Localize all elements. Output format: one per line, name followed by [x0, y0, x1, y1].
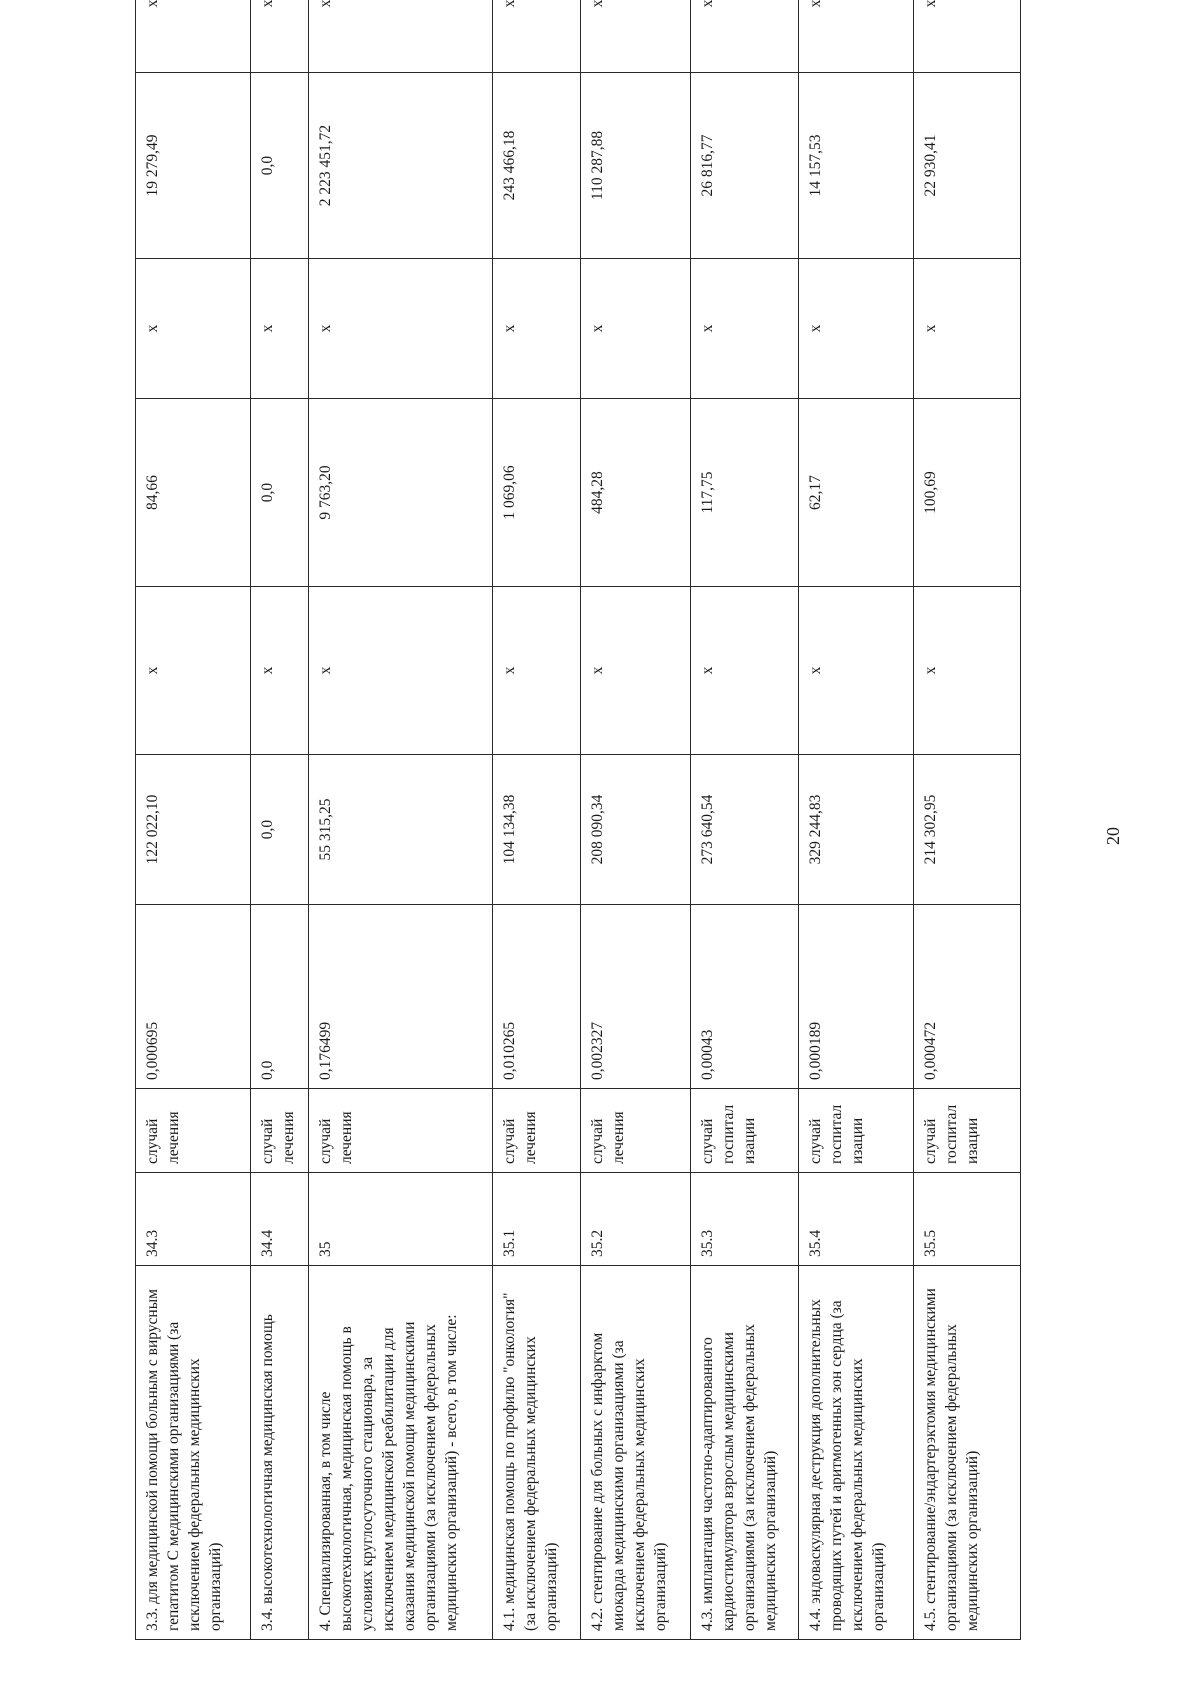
table-row	[914, 0, 1021, 1640]
row-number: 35.4	[799, 1173, 914, 1266]
row-per-capita: 9 763,20	[309, 399, 493, 587]
row-cost: 329 244,83	[799, 755, 914, 905]
row-name: 4.3. имплантация частотно-адаптированного кардиостимулятора взрослым медицинскими организациями (за исключением федеральных медицинских организаций)	[691, 1266, 799, 1640]
row-unit: случай лечения	[309, 1089, 493, 1173]
row-x-mark: х	[691, 0, 799, 73]
row-x-mark: х	[581, 259, 691, 399]
row-unit: случай госпитализации	[914, 1089, 1021, 1173]
row-unit: случай лечения	[581, 1089, 691, 1173]
row-volume: 0,000472	[914, 905, 1021, 1089]
row-volume: 0,002327	[581, 905, 691, 1089]
row-name: 4.1. медицинская помощь по профилю "онкология" (за исключением федеральных медицинских организаций)	[493, 1266, 581, 1640]
row-number: 35	[309, 1173, 493, 1266]
row-name: 4.2. стентирование для больных с инфарктом миокарда медицинскими организациями (за исключением федеральных медицинских организаций)	[581, 1266, 691, 1640]
row-x-mark: х	[493, 259, 581, 399]
row-volume: 0,00043	[691, 905, 799, 1089]
row-unit: случай лечения	[251, 1089, 309, 1173]
row-name: 3.3. для медицинской помощи больным с вирусным гепатитом С медицинскими организациями (за исключением федеральных медицинских организаций)	[136, 1266, 251, 1640]
table-body	[136, 0, 1021, 1640]
row-x-mark: х	[914, 0, 1021, 73]
row-number: 35.1	[493, 1173, 581, 1266]
row-x-mark: х	[493, 0, 581, 73]
rotated-table-sheet	[135, 0, 1020, 1640]
row-total: 0,0	[251, 73, 309, 259]
row-name: 4.5. стентирование/эндартерэктомия медицинскими организациями (за исключением федеральных медицинских организаций)	[914, 1266, 1021, 1640]
row-number: 35.5	[914, 1173, 1021, 1266]
row-x-mark: х	[251, 259, 309, 399]
row-x-mark: х	[581, 587, 691, 755]
row-x-mark: х	[136, 259, 251, 399]
row-name: 3.4. высокотехнологичная медицинская помощь	[251, 1266, 309, 1640]
row-per-capita: 484,28	[581, 399, 691, 587]
row-volume: 0,010265	[493, 905, 581, 1089]
row-volume: 0,000695	[136, 905, 251, 1089]
table-row	[581, 0, 691, 1640]
row-x-mark: х	[799, 259, 914, 399]
row-x-mark: х	[309, 0, 493, 73]
row-unit: случай госпитализации	[691, 1089, 799, 1173]
row-per-capita: 117,75	[691, 399, 799, 587]
row-cost: 208 090,34	[581, 755, 691, 905]
row-x-mark: х	[309, 587, 493, 755]
row-cost: 55 315,25	[309, 755, 493, 905]
row-total: 14 157,53	[799, 73, 914, 259]
row-name: 4. Специализированная, в том числе высокотехнологичная, медицинская помощь в условиях круглосуточного стационара, за исключением медицинской реабилитации для оказания медицинской помощи медицинскими организациями (за исключением федеральных медицинских организаций) - всего, в том числе:	[309, 1266, 493, 1640]
row-cost: 214 302,95	[914, 755, 1021, 905]
row-x-mark: х	[799, 0, 914, 73]
row-per-capita: 0,0	[251, 399, 309, 587]
row-x-mark: х	[251, 587, 309, 755]
row-volume: 0,176499	[309, 905, 493, 1089]
row-x-mark: х	[914, 587, 1021, 755]
row-per-capita: 84,66	[136, 399, 251, 587]
row-unit: случай лечения	[136, 1089, 251, 1173]
row-x-mark: х	[691, 259, 799, 399]
table-row	[493, 0, 581, 1640]
financing-table	[135, 0, 1021, 1640]
row-per-capita: 62,17	[799, 399, 914, 587]
row-volume: 0,0	[251, 905, 309, 1089]
page-number: 20	[1103, 827, 1123, 845]
row-number: 35.3	[691, 1173, 799, 1266]
row-cost: 122 022,10	[136, 755, 251, 905]
row-cost: 104 134,38	[493, 755, 581, 905]
row-total: 243 466,18	[493, 73, 581, 259]
row-x-mark: х	[309, 259, 493, 399]
row-cost: 273 640,54	[691, 755, 799, 905]
table-row	[251, 0, 309, 1640]
row-per-capita: 1 069,06	[493, 399, 581, 587]
row-number: 34.4	[251, 1173, 309, 1266]
row-total: 2 223 451,72	[309, 73, 493, 259]
row-x-mark: х	[691, 587, 799, 755]
row-x-mark: х	[581, 0, 691, 73]
row-total: 19 279,49	[136, 73, 251, 259]
row-total: 110 287,88	[581, 73, 691, 259]
table-row	[691, 0, 799, 1640]
row-unit: случай лечения	[493, 1089, 581, 1173]
row-x-mark: х	[493, 587, 581, 755]
row-volume: 0,000189	[799, 905, 914, 1089]
row-x-mark: х	[914, 259, 1021, 399]
row-total: 22 930,41	[914, 73, 1021, 259]
table-row	[309, 0, 493, 1640]
row-name: 4.4. эндоваскулярная деструкция дополнительных проводящих путей и аритмогенных зон сердца (за исключением федеральных медицинских организаций)	[799, 1266, 914, 1640]
row-number: 35.2	[581, 1173, 691, 1266]
table-row	[799, 0, 914, 1640]
row-total: 26 816,77	[691, 73, 799, 259]
row-cost: 0,0	[251, 755, 309, 905]
row-x-mark: х	[799, 587, 914, 755]
row-number: 34.3	[136, 1173, 251, 1266]
row-x-mark: х	[136, 587, 251, 755]
table-row	[136, 0, 251, 1640]
row-x-mark: х	[136, 0, 251, 73]
row-x-mark: х	[251, 0, 309, 73]
row-unit: случай госпитализации	[799, 1089, 914, 1173]
row-per-capita: 100,69	[914, 399, 1021, 587]
